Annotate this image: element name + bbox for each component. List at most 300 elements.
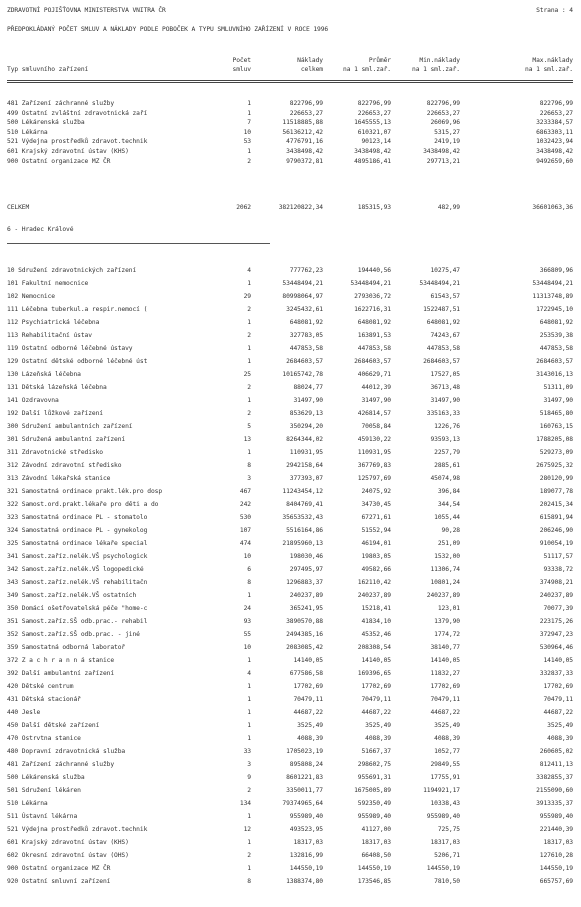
- cell-max: 53448494,21: [532, 280, 573, 287]
- cell-costs: 3245432,61: [286, 306, 323, 313]
- cell-count: 25: [243, 371, 251, 378]
- header-rule-2: [7, 82, 573, 83]
- cell-type: 311 Zdravotnické středisko: [7, 449, 103, 456]
- report-title: PŘEDPOKLÁDANÝ POČET SMLUV A NÁKLADY PODLE POBOČEK A TYPU SMLUVNÍHO ZAŘÍZENÍ V ROCE 1996: [7, 26, 329, 33]
- cell-min: 335163,33: [426, 410, 460, 417]
- cell-type: 501 Sdružení lékáren: [7, 787, 81, 794]
- cell-avg: 66408,50: [361, 852, 391, 859]
- cell-type: 481 Zařízení záchranné služby: [7, 761, 115, 768]
- cell-costs: 132816,99: [289, 852, 323, 859]
- cell-max: 812411,13: [539, 761, 573, 768]
- cell-type: 130 Lázeňská léčebna: [7, 371, 81, 378]
- cell-type: 450 Další dětské zařízení: [7, 722, 100, 729]
- cell-costs: 297495,97: [289, 566, 323, 573]
- cell-type: 112 Psychiatrická léčebna: [7, 319, 100, 326]
- cell-min: 11306,74: [430, 566, 460, 573]
- cell-min: 1774,72: [434, 631, 460, 638]
- table-row: [7, 708, 573, 717]
- cell-min: 1226,76: [434, 423, 460, 430]
- cell-count: 1: [247, 148, 251, 155]
- col-costs-line1: Náklady: [297, 57, 323, 64]
- cell-type: 500 Lékárenská služba: [7, 119, 85, 127]
- cell-count: 2: [247, 306, 251, 313]
- cell-max: 2155090,60: [536, 787, 573, 794]
- cell-type: 372 Z a c h r a n n á stanice: [7, 657, 115, 664]
- cell-type: 351 Samost.zaříz.SŠ odb.prac.- rehabil: [7, 618, 148, 625]
- cell-costs: 777762,23: [289, 267, 323, 274]
- cell-max: 9492659,60: [536, 157, 573, 165]
- cell-costs: 2083085,42: [286, 644, 323, 651]
- table-row: [7, 409, 573, 418]
- cell-min: 447853,58: [426, 345, 460, 352]
- cell-max: 955989,40: [539, 813, 573, 820]
- cell-count: 1: [247, 397, 251, 404]
- cell-costs: 377393,07: [289, 475, 323, 482]
- cell-count: 13: [243, 436, 251, 443]
- cell-min: 344,54: [437, 501, 460, 508]
- cell-min: 648081,92: [426, 319, 460, 326]
- cell-min: 5315,27: [434, 128, 460, 136]
- col-max-line1: Max.náklady: [532, 57, 573, 64]
- table-row: [7, 721, 573, 730]
- cell-type: 192 Další lůžkové zařízení: [7, 410, 103, 417]
- cell-costs: 144550,19: [289, 865, 323, 872]
- table-row: [7, 109, 573, 118]
- cell-count: 1: [247, 449, 251, 456]
- cell-max: 44687,22: [543, 709, 573, 716]
- cell-max: 3525,49: [547, 722, 573, 729]
- cell-min: 5206,71: [434, 852, 460, 859]
- cell-costs: 1296883,37: [286, 579, 323, 586]
- section-title: 6 - Hradec Králové: [7, 226, 74, 233]
- cell-type: 141 Ozdravovna: [7, 397, 59, 404]
- cell-min: 70479,11: [430, 696, 460, 703]
- cell-min: 1052,77: [434, 748, 460, 755]
- cell-min: 396,84: [437, 488, 460, 495]
- cell-count: 12: [243, 826, 251, 833]
- cell-min: 93593,13: [430, 436, 460, 443]
- cell-max: 615891,94: [539, 514, 573, 521]
- cell-max: 31497,90: [543, 397, 573, 404]
- cell-count: 1: [247, 709, 251, 716]
- table-row: [7, 318, 573, 327]
- cell-min: 1522487,51: [423, 306, 460, 313]
- col-avg-line1: Průměr: [368, 57, 391, 64]
- cell-avg: 169396,65: [357, 670, 391, 677]
- cell-avg: 163891,53: [357, 332, 391, 339]
- cell-type: 601 Krajský zdravotní ústav (KHS): [7, 148, 129, 155]
- cell-count: 474: [239, 540, 251, 547]
- cell-type: 470 Ostrvtna stanice: [7, 735, 81, 742]
- table-row: [7, 331, 573, 340]
- cell-count: 53: [243, 138, 251, 146]
- table-row: [7, 799, 573, 808]
- cell-costs: 350294,20: [289, 423, 323, 430]
- cell-max: 2684603,57: [536, 358, 573, 365]
- table-row: [7, 448, 573, 457]
- cell-type: 350 Domácí ošetřovatelská péče "home-c: [7, 605, 148, 612]
- table-row: [7, 877, 573, 886]
- cell-costs: 955989,40: [289, 813, 323, 820]
- table-row: [7, 526, 573, 535]
- total-row: [7, 203, 573, 212]
- cell-count: 55: [243, 631, 251, 638]
- cell-min: 955989,40: [426, 813, 460, 820]
- cell-min: 17755,91: [430, 774, 460, 781]
- cell-min: 74243,67: [430, 332, 460, 339]
- cell-costs: 4088,39: [297, 735, 323, 742]
- table-row: [7, 383, 573, 392]
- cell-max: 518465,80: [539, 410, 573, 417]
- cell-avg: 70479,11: [361, 696, 391, 703]
- table-row: [7, 422, 573, 431]
- cell-max: 3233384,57: [536, 119, 573, 127]
- cell-max: 447853,58: [539, 345, 573, 352]
- cell-count: 1: [247, 280, 251, 287]
- table-row: [7, 305, 573, 314]
- total-costs: 382120822,34: [278, 204, 323, 211]
- cell-min: 1194921,17: [423, 787, 460, 794]
- table-row: [7, 487, 573, 496]
- cell-costs: 3890570,88: [286, 618, 323, 625]
- cell-count: 3: [247, 761, 251, 768]
- cell-costs: 895808,24: [289, 761, 323, 768]
- cell-count: 33: [243, 748, 251, 755]
- cell-min: 10338,43: [430, 800, 460, 807]
- column-headers: [7, 56, 573, 80]
- cell-max: 127610,28: [539, 852, 573, 859]
- cell-max: 202415,34: [539, 501, 573, 508]
- cell-avg: 18317,03: [361, 839, 391, 846]
- col-costs-line2: celkem: [300, 66, 323, 73]
- cell-costs: 80998064,97: [282, 293, 323, 300]
- cell-count: 4: [247, 267, 251, 274]
- cell-costs: 1705023,19: [286, 748, 323, 755]
- cell-avg: 1675005,89: [354, 787, 391, 794]
- cell-avg: 447853,58: [357, 345, 391, 352]
- cell-type: 521 Výdejna prostředků zdravot.technik: [7, 826, 148, 833]
- table-row: [7, 604, 573, 613]
- table-row: [7, 513, 573, 522]
- cell-costs: 79374965,64: [282, 800, 323, 807]
- cell-max: 18317,03: [543, 839, 573, 846]
- table-row: [7, 656, 573, 665]
- cell-avg: 49582,66: [361, 566, 391, 573]
- cell-max: 14140,05: [543, 657, 573, 664]
- table-row: [7, 682, 573, 691]
- cell-avg: 51552,94: [361, 527, 391, 534]
- cell-costs: 447853,58: [289, 345, 323, 352]
- cell-costs: 493523,95: [289, 826, 323, 833]
- cell-avg: 2793036,72: [354, 293, 391, 300]
- cell-count: 2: [247, 787, 251, 794]
- cell-count: 24: [243, 605, 251, 612]
- cell-max: 189077,78: [539, 488, 573, 495]
- cell-min: 2257,79: [434, 449, 460, 456]
- cell-type: 342 Samost.zaříz.nelék.VŠ logopedické: [7, 566, 144, 573]
- cell-avg: 2684603,57: [354, 358, 391, 365]
- cell-type: 480 Dopravní zdravotnická služba: [7, 748, 126, 755]
- cell-max: 70479,11: [543, 696, 573, 703]
- table-row: [7, 773, 573, 782]
- cell-type: 325 Samostatná ordinace lékaře special: [7, 540, 148, 547]
- cell-avg: 162110,42: [357, 579, 391, 586]
- cell-max: 51117,57: [543, 553, 573, 560]
- cell-type: 499 Ostatní zvláštní zdravotnická zaří: [7, 109, 148, 117]
- table-row: [7, 864, 573, 873]
- cell-costs: 18317,03: [293, 839, 323, 846]
- cell-avg: 17702,69: [361, 683, 391, 690]
- cell-count: 467: [239, 488, 251, 495]
- cell-min: 26069,96: [430, 119, 460, 127]
- col-max-line2: na 1 sml.zař.: [525, 66, 573, 73]
- cell-count: 1: [247, 319, 251, 326]
- cell-avg: 44012,39: [361, 384, 391, 391]
- cell-max: 253539,38: [539, 332, 573, 339]
- cell-costs: 365241,95: [289, 605, 323, 612]
- cell-max: 372947,23: [539, 631, 573, 638]
- cell-avg: 41834,10: [361, 618, 391, 625]
- cell-type: 349 Samost.zaříz.nelék.VŠ ostatních: [7, 592, 137, 599]
- cell-avg: 110931,95: [357, 449, 391, 456]
- total-label: CELKEM: [7, 204, 30, 211]
- cell-count: 1: [247, 657, 251, 664]
- cell-min: 14140,05: [430, 657, 460, 664]
- cell-count: 2: [247, 410, 251, 417]
- cell-type: 313 Závodní lékařská stanice: [7, 475, 111, 482]
- cell-max: 374908,21: [539, 579, 573, 586]
- cell-count: 8: [247, 878, 251, 885]
- cell-avg: 3438498,42: [354, 148, 391, 155]
- cell-costs: 56136212,42: [282, 128, 323, 136]
- cell-min: 45074,98: [430, 475, 460, 482]
- cell-count: 107: [239, 527, 251, 534]
- cell-avg: 459130,22: [357, 436, 391, 443]
- cell-costs: 11243454,12: [282, 488, 323, 495]
- cell-max: 3913335,37: [536, 800, 573, 807]
- cell-costs: 17702,69: [293, 683, 323, 690]
- cell-count: 1: [247, 109, 251, 117]
- cell-costs: 31497,90: [293, 397, 323, 404]
- table-row: [7, 461, 573, 470]
- table-row: [7, 747, 573, 756]
- total-max: 36601063,36: [532, 204, 573, 211]
- cell-count: 2: [247, 852, 251, 859]
- cell-max: 221440,39: [539, 826, 573, 833]
- cell-costs: 327783,05: [289, 332, 323, 339]
- cell-type: 602 Okresní zdravotní ústav (OHS): [7, 852, 129, 859]
- cell-min: 1532,00: [434, 553, 460, 560]
- cell-count: 29: [243, 293, 251, 300]
- page-number: Strana : 4: [536, 7, 573, 14]
- cell-min: 61543,57: [430, 293, 460, 300]
- cell-costs: 2494385,16: [286, 631, 323, 638]
- table-row: [7, 157, 573, 166]
- cell-costs: 88024,77: [293, 384, 323, 391]
- cell-min: 7810,50: [434, 878, 460, 885]
- cell-count: 1: [247, 735, 251, 742]
- table-row: [7, 539, 573, 548]
- cell-count: 8: [247, 579, 251, 586]
- cell-min: 4088,39: [434, 735, 460, 742]
- table-row: [7, 552, 573, 561]
- cell-avg: 90123,14: [361, 138, 391, 146]
- cell-avg: 822796,99: [357, 100, 391, 107]
- cell-count: 3: [247, 475, 251, 482]
- cell-avg: 3525,49: [365, 722, 391, 729]
- cell-avg: 53448494,21: [350, 280, 391, 287]
- cell-type: 321 Samostatná ordinace prakt.lék.pro dosp: [7, 488, 163, 495]
- organization-name: ZDRAVOTNÍ POJIŠŤOVNA MINISTERSTVA VNITRA ČR: [7, 7, 166, 14]
- table-row: [7, 838, 573, 847]
- cell-max: 529273,09: [539, 449, 573, 456]
- cell-type: 301 Sdružená ambulantní zařízení: [7, 436, 126, 443]
- table-row: [7, 578, 573, 587]
- cell-min: 3438498,42: [423, 148, 460, 155]
- cell-count: 1: [247, 696, 251, 703]
- cell-max: 1788205,08: [536, 436, 573, 443]
- cell-costs: 853629,13: [289, 410, 323, 417]
- cell-type: 500 Lékárenská služba: [7, 774, 85, 781]
- cell-costs: 240237,89: [289, 592, 323, 599]
- cell-avg: 44687,22: [361, 709, 391, 716]
- cell-costs: 198030,46: [289, 553, 323, 560]
- cell-max: 17702,69: [543, 683, 573, 690]
- cell-max: 6863303,11: [536, 128, 573, 136]
- cell-avg: 648081,92: [357, 319, 391, 326]
- cell-count: 1: [247, 813, 251, 820]
- cell-count: 530: [239, 514, 251, 521]
- table-row: [7, 344, 573, 353]
- cell-avg: 955989,40: [357, 813, 391, 820]
- table-row: [7, 474, 573, 483]
- cell-max: 822796,99: [539, 100, 573, 107]
- cell-max: 366809,96: [539, 267, 573, 274]
- cell-type: 343 Samost.zaříz.nelék.VŠ rehabilitačn: [7, 579, 148, 586]
- cell-type: 521 Výdejna prostředků zdravot.technik: [7, 138, 148, 146]
- table-row: [7, 396, 573, 405]
- cell-max: 93338,72: [543, 566, 573, 573]
- cell-max: 332837,33: [539, 670, 573, 677]
- cell-max: 1032423,94: [536, 138, 573, 146]
- cell-costs: 14140,05: [293, 657, 323, 664]
- cell-costs: 8404769,41: [286, 501, 323, 508]
- cell-min: 2419,19: [434, 138, 460, 146]
- cell-count: 9: [247, 774, 251, 781]
- cell-min: 725,75: [437, 826, 460, 833]
- cell-count: 93: [243, 618, 251, 625]
- table-row: [7, 500, 573, 509]
- table-row: [7, 137, 573, 146]
- cell-count: 2: [247, 384, 251, 391]
- cell-avg: 34730,45: [361, 501, 391, 508]
- cell-max: 51311,09: [543, 384, 573, 391]
- cell-avg: 955691,31: [357, 774, 391, 781]
- table-row: [7, 825, 573, 834]
- cell-costs: 3438498,42: [286, 148, 323, 155]
- cell-type: 300 Sdružení ambulantních zařízení: [7, 423, 133, 430]
- cell-avg: 240237,89: [357, 592, 391, 599]
- cell-costs: 35653532,43: [282, 514, 323, 521]
- cell-costs: 1388374,80: [286, 878, 323, 885]
- cell-min: 144550,19: [426, 865, 460, 872]
- cell-type: 440 Jesle: [7, 709, 41, 716]
- table-row: [7, 786, 573, 795]
- table-row: [7, 760, 573, 769]
- cell-type: 900 Ostatní organizace MZ ČR: [7, 157, 111, 165]
- cell-costs: 21895960,13: [282, 540, 323, 547]
- cell-costs: 3525,49: [297, 722, 323, 729]
- cell-type: 129 Ostatní dětské odborné léčebné úst: [7, 358, 148, 365]
- col-type-label: Typ smluvního zařízení: [7, 66, 89, 73]
- cell-avg: 4088,39: [365, 735, 391, 742]
- cell-min: 29849,55: [430, 761, 460, 768]
- col-min-line2: na 1 sml.zař.: [412, 66, 460, 73]
- cell-avg: 31497,90: [361, 397, 391, 404]
- cell-avg: 1645555,13: [354, 119, 391, 127]
- cell-max: 1722945,10: [536, 306, 573, 313]
- cell-min: 226653,27: [426, 109, 460, 117]
- cell-max: 11313748,89: [532, 293, 573, 300]
- cell-count: 7: [247, 119, 251, 127]
- cell-max: 3438498,42: [536, 148, 573, 155]
- cell-max: 206246,90: [539, 527, 573, 534]
- cell-min: 2684603,57: [423, 358, 460, 365]
- cell-type: 481 Zařízení záchranné služby: [7, 100, 115, 107]
- cell-max: 665757,69: [539, 878, 573, 885]
- cell-max: 160763,15: [539, 423, 573, 430]
- table-row: [7, 292, 573, 301]
- table-row: [7, 695, 573, 704]
- cell-count: 134: [239, 800, 251, 807]
- cell-count: 10: [243, 644, 251, 651]
- cell-avg: 14140,05: [361, 657, 391, 664]
- cell-costs: 53448494,21: [282, 280, 323, 287]
- cell-min: 123,01: [437, 605, 460, 612]
- table-row: [7, 266, 573, 275]
- cell-type: 322 Samost.ord.prakt.lékaře pro děti a do: [7, 501, 159, 508]
- cell-count: 10: [243, 128, 251, 136]
- table-row: [7, 643, 573, 652]
- cell-avg: 15218,41: [361, 605, 391, 612]
- table-row: [7, 147, 573, 156]
- cell-costs: 8264344,02: [286, 436, 323, 443]
- cell-max: 240237,89: [539, 592, 573, 599]
- cell-min: 2885,61: [434, 462, 460, 469]
- table-row: [7, 128, 573, 137]
- cell-count: 242: [239, 501, 251, 508]
- cell-avg: 24075,92: [361, 488, 391, 495]
- cell-type: 511 Ústavní lékárna: [7, 813, 78, 820]
- table-row: [7, 617, 573, 626]
- cell-min: 1379,90: [434, 618, 460, 625]
- cell-max: 4088,39: [547, 735, 573, 742]
- cell-costs: 70479,11: [293, 696, 323, 703]
- cell-count: 1: [247, 358, 251, 365]
- cell-type: 510 Lékárna: [7, 800, 48, 807]
- cell-avg: 1622716,31: [354, 306, 391, 313]
- cell-avg: 298602,75: [357, 761, 391, 768]
- cell-type: 113 Rehabilitační ústav: [7, 332, 92, 339]
- col-avg-line2: na 1 sml.zař.: [343, 66, 391, 73]
- cell-costs: 110931,95: [289, 449, 323, 456]
- cell-type: 111 Léčebna tuberkul.a respir.nemocí (: [7, 306, 148, 313]
- cell-type: 119 Ostatní odborné léčebné ústavy: [7, 345, 133, 352]
- cell-type: 900 Ostatní organizace MZ ČR: [7, 865, 111, 872]
- cell-costs: 10165742,78: [282, 371, 323, 378]
- table-row: [7, 565, 573, 574]
- cell-avg: 426814,57: [357, 410, 391, 417]
